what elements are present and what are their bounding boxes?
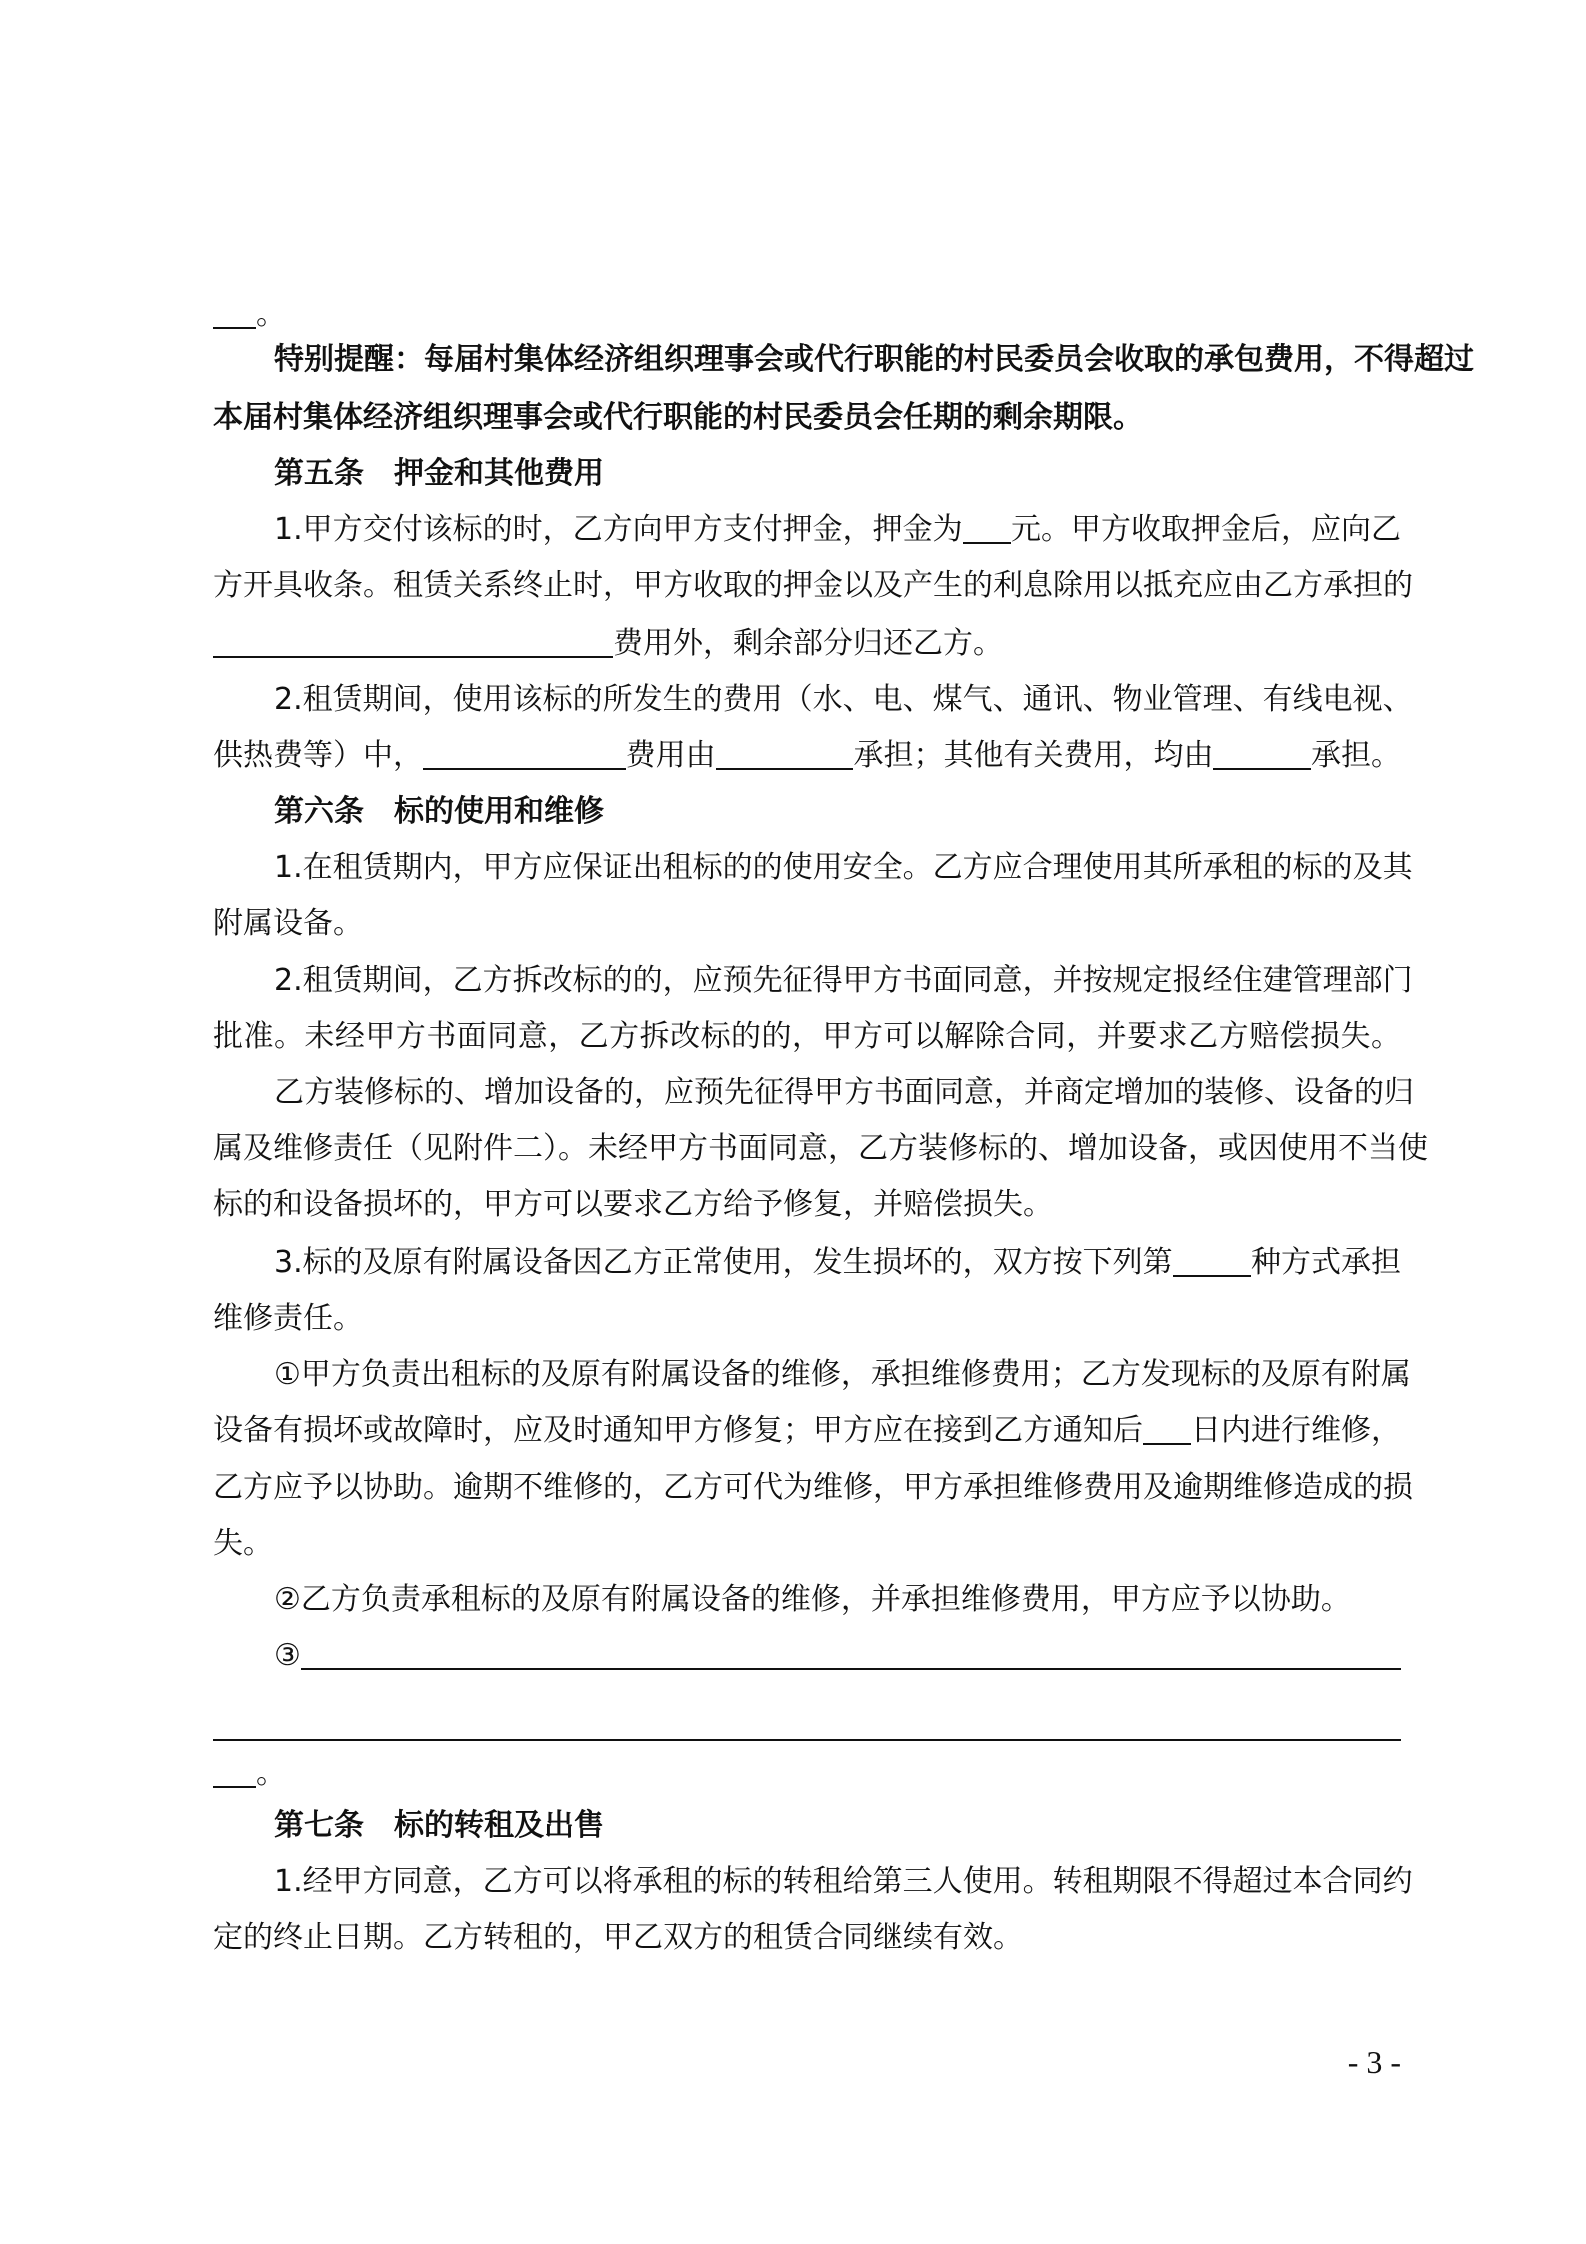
fill-blank [301,1628,1401,1670]
fill-blank [423,728,626,770]
text: 。 [256,297,286,332]
line [213,558,1413,614]
line: 乙方装修标的、增加设备的，应预先征得甲方书面同意，并商定增加的装修、设备的归 [274,1075,1414,1110]
line [213,616,1401,672]
line [274,502,1401,558]
text: 1.甲方交付该标的时，乙方向甲方支付押金，押金为 [274,512,963,547]
text: 承担；其他有关费用，均由 [853,738,1214,773]
text: 费用由 [625,738,716,773]
text: 日内进行维修， [1191,1413,1401,1448]
text: ③ [274,1638,301,1673]
line: 标的和设备损坏的，甲方可以要求乙方给予修复，并赔偿损失。 [213,1187,1053,1222]
line: 1.在租赁期内，甲方应保证出租标的的使用安全。乙方应合理使用其所承租的标的及其 [274,850,1413,885]
line: 失。 [213,1526,273,1561]
page-number: - 3 - [1347,2044,1401,2080]
fill-blank [716,728,854,770]
text: 承担。 [1311,738,1402,773]
text: 方开具收条。租赁关系终止时，甲方收取的押金以及产生的利息除用以抵充应由乙方承担的 [213,568,1413,603]
line: 定的终止日期。乙方转租的，甲乙双方的租赁合同继续有效。 [213,1920,1023,1955]
article-6-heading: 第六条 标的使用和维修 [274,794,604,829]
text: 3.标的及原有附属设备因乙方正常使用，发生损坏的，双方按下列第 [274,1245,1173,1280]
fill-blank [213,1746,256,1788]
text: 供热费等）中， [213,738,423,773]
text: 元。甲方收取押金后，应向乙 [1011,512,1401,547]
fill-blank [1213,728,1311,770]
text: 种方式承担 [1251,1245,1401,1280]
special-reminder: 特别提醒：每届村集体经济组织理事会或代行职能的村民委员会收取的承包费用，不得超过 [274,342,1474,377]
text: 设备有损坏或故障时，应及时通知甲方修复；甲方应在接到乙方通知后 [213,1413,1143,1448]
line: 2.租赁期间，使用该标的所发生的费用（水、电、煤气、通讯、物业管理、有线电视、 [274,682,1413,717]
line: ②乙方负责承租标的及原有附属设备的维修，并承担维修费用，甲方应予以协助。 [274,1582,1351,1617]
line [213,1746,1401,1802]
fill-blank [963,502,1011,544]
text: 。 [256,1756,286,1791]
line: 2.租赁期间，乙方拆改标的的，应预先征得甲方书面同意，并按规定报经住建管理部门 [274,963,1413,998]
fill-blank [213,616,613,658]
fill-blank [1173,1235,1251,1277]
line: 附属设备。 [213,906,363,941]
line [274,1235,1401,1291]
special-reminder-cont: 本届村集体经济组织理事会或代行职能的村民委员会任期的剩余期限。 [213,400,1143,435]
text: 费用外，剩余部分归还乙方。 [613,626,1003,661]
line: ①甲方负责出租标的及原有附属设备的维修，承担维修费用；乙方发现标的及原有附属 [274,1357,1411,1392]
line: 乙方应予以协助。逾期不维修的，乙方可代为维修，甲方承担维修费用及逾期维修造成的损 [213,1470,1413,1505]
line: 属及维修责任（见附件二）。未经甲方书面同意，乙方装修标的、增加设备，或因使用不当使 [213,1131,1428,1166]
fill-blank [1143,1403,1191,1445]
article-7-heading: 第七条 标的转租及出售 [274,1808,604,1843]
line [213,1403,1401,1459]
fill-blank [213,287,256,329]
line: 批准。未经甲方书面同意，乙方拆改标的的，甲方可以解除合同，并要求乙方赔偿损失。 [213,1019,1401,1054]
line: 维修责任。 [213,1301,363,1336]
line [213,728,1401,784]
article-5-heading: 第五条 押金和其他费用 [274,456,604,491]
fill-blank-line [213,1739,1401,1741]
line: 1.经甲方同意，乙方可以将承租的标的转租给第三人使用。转租期限不得超过本合同约 [274,1864,1413,1899]
line [274,1628,1401,1684]
